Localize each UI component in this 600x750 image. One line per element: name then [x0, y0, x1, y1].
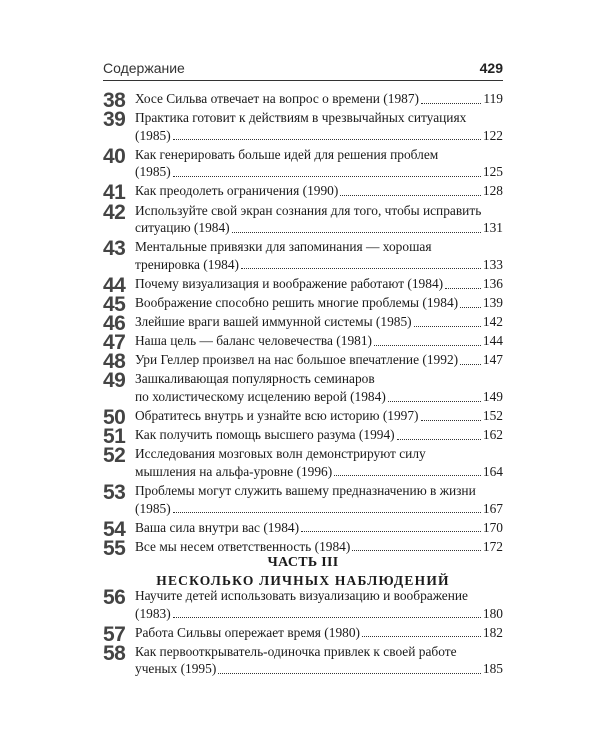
toc-entry	[103, 370, 503, 405]
chapter-number: 48	[103, 350, 126, 374]
chapter-title-line: (1985)	[135, 127, 171, 143]
chapter-number: 51	[103, 425, 126, 449]
toc-entry	[103, 238, 503, 273]
chapter-title-line: ситуацию (1984)	[135, 220, 230, 236]
dot-leader	[352, 549, 481, 551]
chapter-page: 133	[482, 256, 503, 272]
dot-leader	[340, 194, 481, 196]
chapter-page: 119	[483, 91, 503, 106]
toc-entry	[103, 109, 503, 144]
dot-leader	[173, 511, 481, 513]
chapter-title-line: Как генерировать больше идей для решения проблем	[135, 146, 439, 162]
dot-leader	[232, 231, 481, 233]
chapter-page: 136	[482, 275, 503, 291]
chapter-number: 57	[103, 622, 126, 646]
chapter-page: 185	[482, 661, 503, 677]
dot-leader	[460, 306, 481, 308]
chapter-title-line: Обратитесь внутрь и узнайте всю историю (1997)	[135, 408, 419, 424]
chapter-page: 149	[482, 389, 503, 404]
chapter-number: 56	[103, 586, 126, 609]
chapter-title-line: тренировка (1984)	[135, 256, 239, 272]
chapter-page: 172	[482, 538, 503, 554]
chapter-title-line: Все мы несем ответственность (1984)	[135, 538, 351, 554]
toc-entry	[103, 350, 503, 374]
toc-entry	[103, 181, 503, 205]
chapter-title-line: Как преодолеть ограничения (1990)	[135, 183, 339, 199]
dot-leader	[301, 530, 481, 532]
chapter-number: 50	[103, 406, 126, 430]
page-number: 429	[479, 60, 503, 76]
chapter-page: 142	[482, 314, 503, 330]
chapter-number: 44	[103, 273, 126, 297]
chapter-title-line: (1985)	[135, 164, 171, 180]
page-header	[103, 60, 503, 81]
chapter-title-line: (1983)	[135, 605, 171, 621]
toc-entry	[103, 643, 503, 678]
toc-entry	[103, 445, 503, 480]
chapter-number: 40	[103, 144, 126, 168]
chapter-page: 144	[482, 333, 503, 349]
chapter-title-line: Зашкаливающая популярность семинаров	[135, 371, 375, 387]
chapter-page: 131	[482, 220, 503, 236]
toc-entry	[103, 146, 503, 181]
chapter-page: 170	[482, 519, 503, 535]
chapter-title-line: Ваша сила внутри вас (1984)	[135, 519, 300, 535]
chapter-number: 38	[103, 89, 126, 112]
dot-leader	[414, 325, 481, 327]
toc-entry	[103, 273, 503, 297]
chapter-title-line: Злейшие враги вашей иммунной системы (1985)	[135, 314, 412, 330]
chapter-title-line: Ури Геллер произвел на нас большое впечатление (1992)	[135, 352, 459, 368]
chapter-title-line: (1985)	[135, 500, 171, 516]
chapter-page: 122	[482, 127, 503, 143]
chapter-title-line: Работа Сильвы опережает время (1980)	[135, 624, 361, 640]
dot-leader	[421, 102, 481, 104]
toc-entry	[103, 482, 503, 517]
chapter-page: 162	[482, 427, 503, 443]
dot-leader	[362, 635, 481, 637]
chapter-number: 55	[103, 536, 126, 560]
chapter-title-line: Ментальные привязки для запоминания — хорошая	[135, 239, 432, 255]
chapter-title-line: по холистическому исцелению верой (1984)	[135, 389, 386, 404]
dot-leader	[218, 672, 481, 674]
chapter-page: 182	[482, 624, 503, 640]
dot-leader	[397, 438, 481, 440]
chapter-page: 164	[482, 463, 503, 479]
chapter-number: 41	[103, 181, 126, 205]
toc-entry	[103, 406, 503, 430]
chapter-title-line: Наша цель — баланс человечества (1981)	[135, 333, 373, 349]
dot-leader	[388, 400, 481, 402]
chapter-page: 128	[482, 183, 503, 199]
dot-leader	[334, 474, 481, 476]
dot-leader	[374, 344, 481, 346]
chapter-title-line: Хосе Сильва отвечает на вопрос о времени (1987)	[135, 91, 419, 106]
toc-list-part3	[103, 587, 503, 679]
toc-entry	[103, 312, 503, 336]
toc-entry	[103, 587, 503, 622]
chapter-number: 45	[103, 293, 126, 317]
toc-entry	[103, 202, 503, 237]
chapter-page: 167	[482, 500, 503, 516]
part-subtitle: НЕСКОЛЬКО ЛИЧНЫХ НАБЛЮДЕНИЙ	[156, 573, 450, 588]
chapter-page: 139	[482, 295, 503, 311]
chapter-title-line: мышления на альфа-уровне (1996)	[135, 463, 333, 479]
chapter-number: 47	[103, 331, 126, 355]
chapter-title-line: ученых (1995)	[135, 661, 217, 677]
toc-entry	[103, 89, 503, 112]
part-title: ЧАСТЬ III	[267, 555, 339, 570]
toc-entry	[103, 331, 503, 355]
running-title: Содержание	[103, 60, 185, 76]
chapter-title-line: Почему визуализация и воображение работают (1984)	[135, 275, 444, 291]
chapter-number: 52	[103, 444, 126, 468]
toc-entry	[103, 622, 503, 646]
dot-leader	[241, 267, 481, 269]
chapter-title-line: Научите детей использовать визуализацию и воображение	[135, 588, 468, 603]
dot-leader	[173, 616, 481, 618]
dot-leader	[460, 363, 481, 365]
chapter-number: 39	[103, 108, 126, 132]
chapter-number: 42	[103, 200, 126, 224]
chapter-page: 147	[482, 352, 503, 368]
chapter-number: 58	[103, 641, 126, 665]
chapter-title-line: Используйте свой экран сознания для того, чтобы исправить	[135, 202, 482, 218]
dot-leader	[445, 287, 481, 289]
chapter-number: 43	[103, 237, 126, 261]
chapter-number: 53	[103, 480, 126, 504]
chapter-page: 152	[482, 408, 503, 424]
chapter-number: 49	[103, 369, 126, 393]
chapter-title-line: Проблемы могут служить вашему предназначению в жизни	[135, 482, 476, 498]
toc-entry	[103, 293, 503, 317]
toc-entry	[103, 536, 503, 560]
chapter-page: 180	[482, 605, 503, 621]
chapter-title-line: Как получить помощь высшего разума (1994)	[135, 427, 395, 443]
dot-leader	[173, 138, 481, 140]
chapter-number: 46	[103, 312, 126, 336]
chapter-number: 54	[103, 517, 126, 541]
toc-entry	[103, 517, 503, 541]
toc-entry	[103, 425, 503, 449]
chapter-title-line: Как первооткрыватель-одиночка привлек к своей работе	[135, 643, 457, 659]
chapter-page: 125	[482, 164, 503, 180]
chapter-title-line: Исследования мозговых волн демонстрируют силу	[135, 446, 426, 462]
chapter-title-line: Воображение способно решить многие проблемы (1984)	[135, 295, 459, 311]
dot-leader	[173, 175, 481, 177]
toc-list	[103, 89, 503, 560]
part-header	[103, 555, 503, 589]
dot-leader	[421, 419, 481, 421]
chapter-title-line: Практика готовит к действиям в чрезвычайных ситуациях	[135, 110, 467, 126]
